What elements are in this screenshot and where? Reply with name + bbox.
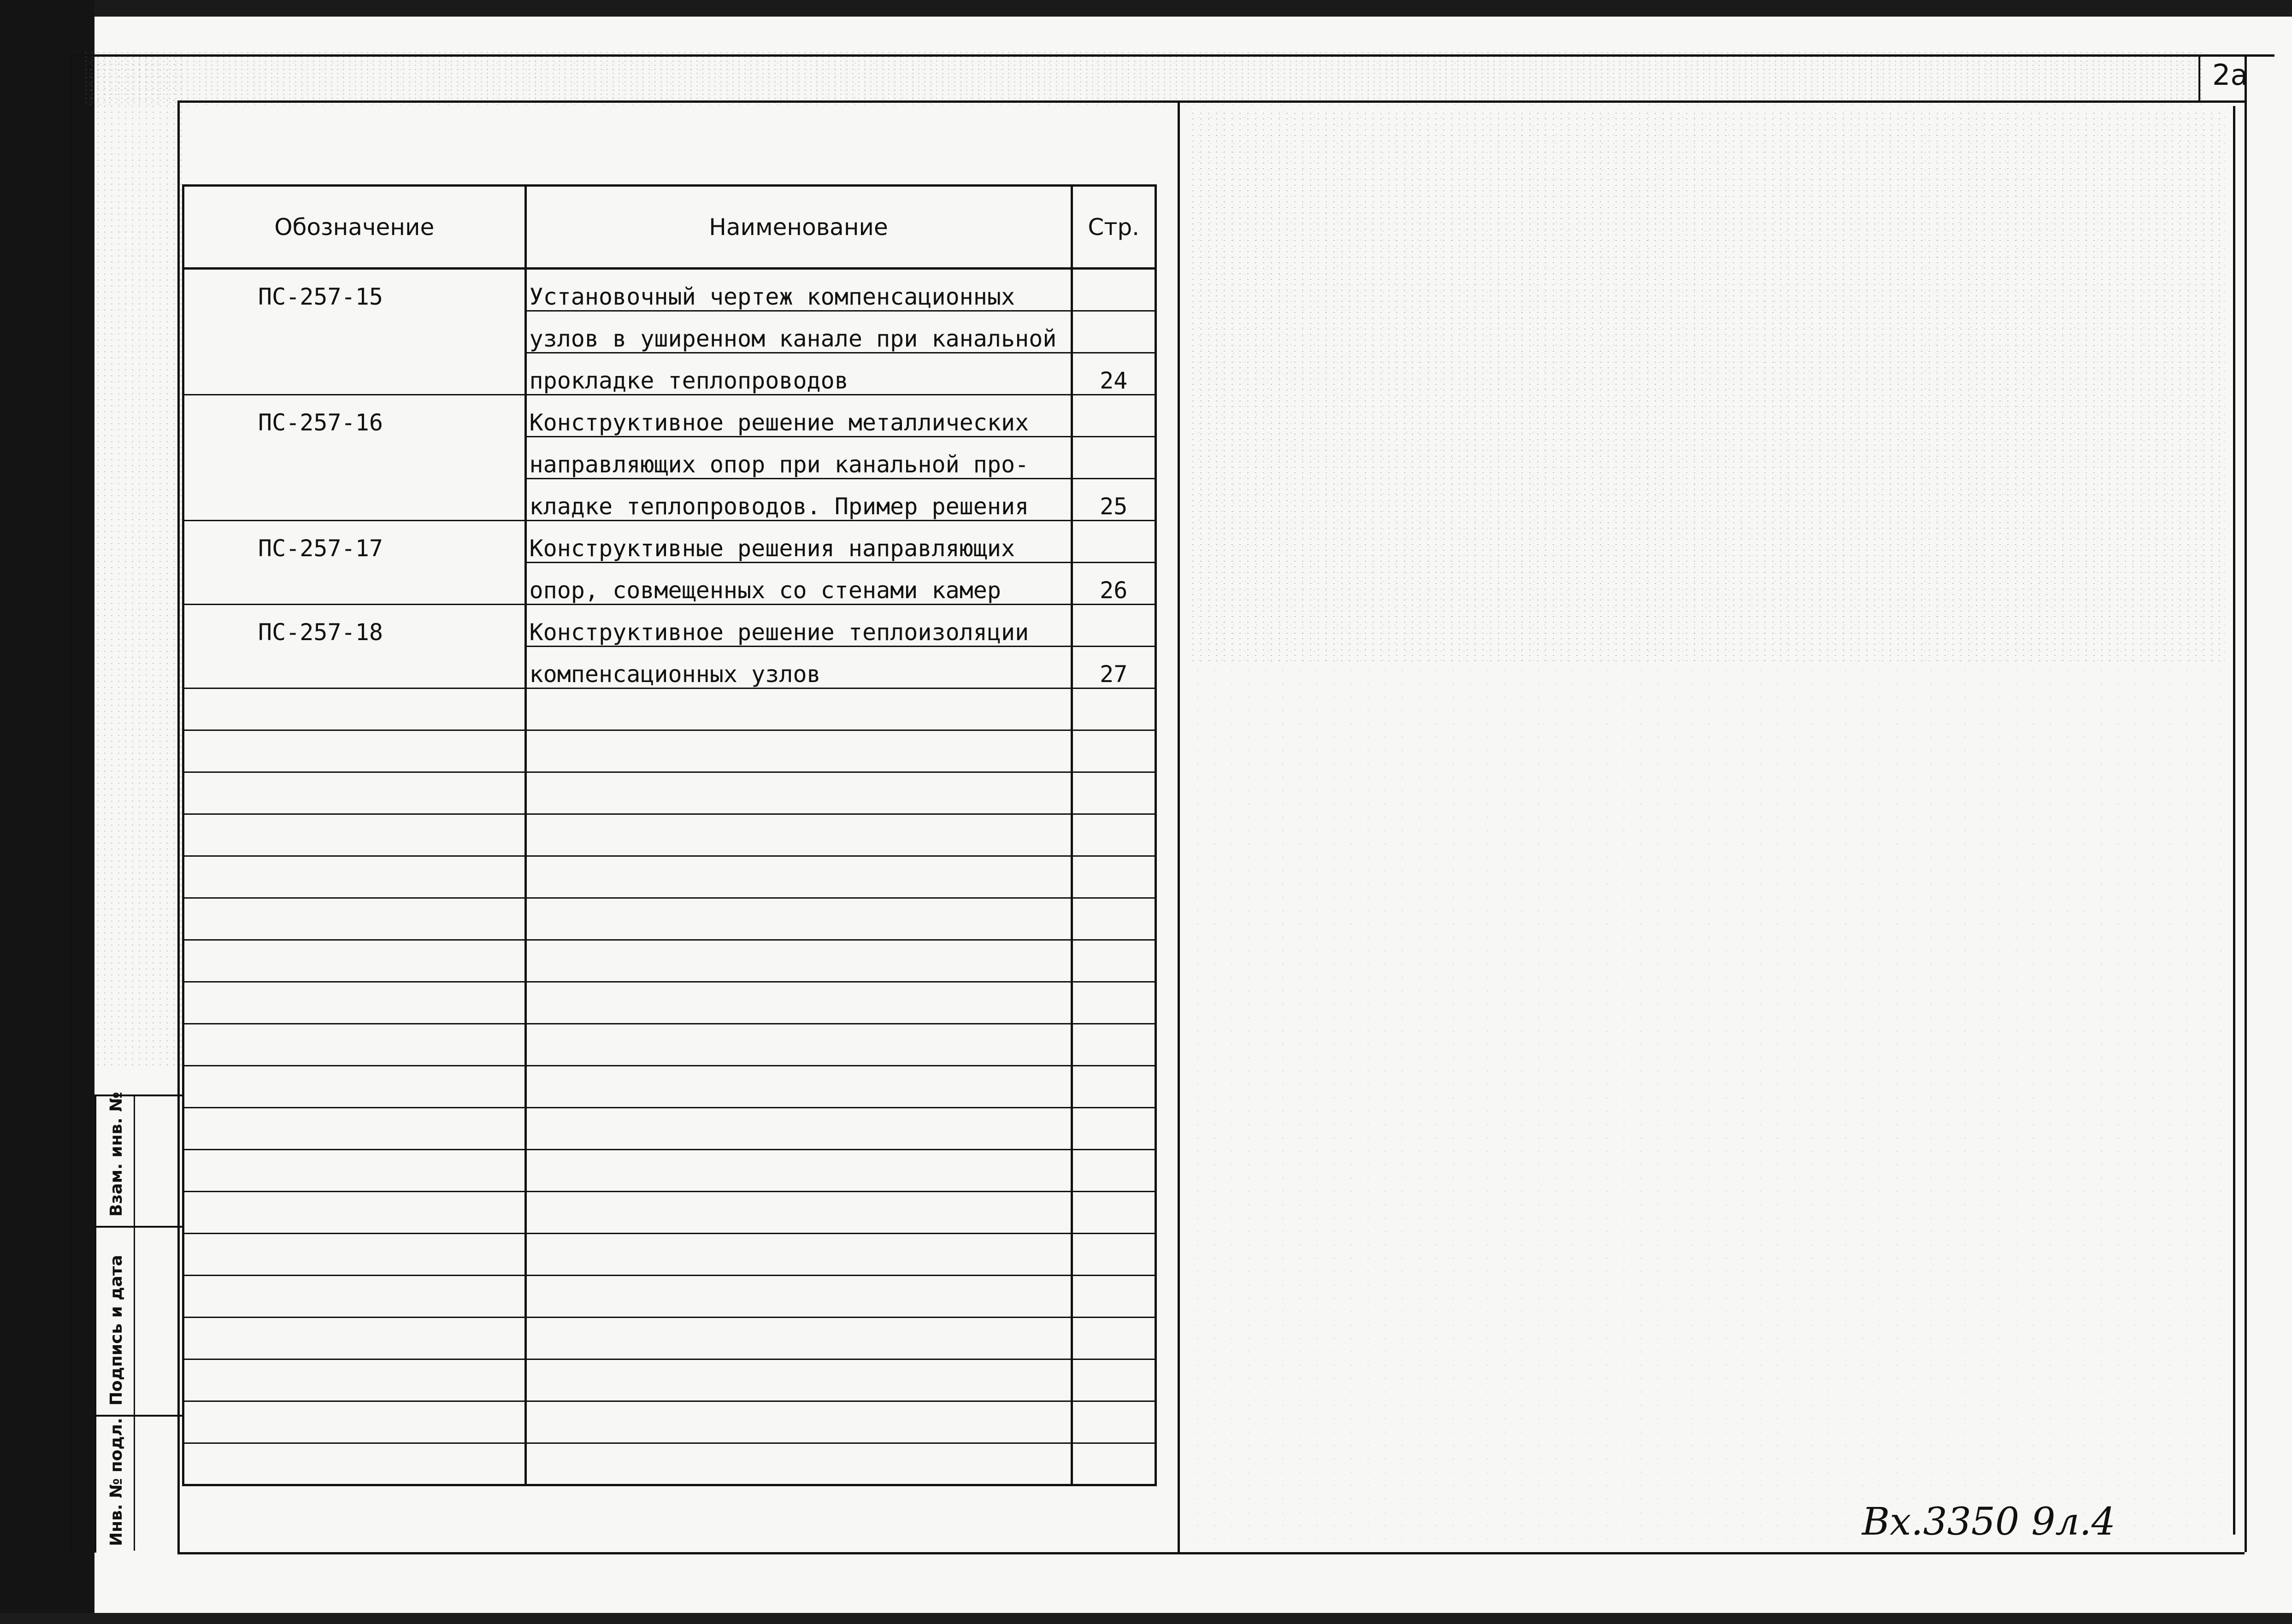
row-name: Конструктивное решение металлических — [525, 395, 1072, 437]
empty-cell — [525, 1443, 1072, 1485]
row-page — [1072, 521, 1155, 563]
empty-cell — [525, 982, 1072, 1024]
row-name: компенсационных узлов — [525, 647, 1072, 688]
empty-cell — [525, 814, 1072, 856]
empty-cell — [525, 1066, 1072, 1108]
row-designation: ПС-257-15 — [258, 283, 383, 310]
empty-cell — [184, 1359, 525, 1401]
row-designation — [184, 563, 525, 605]
row-designation: ПС-257-18 — [184, 605, 525, 647]
empty-table-row — [184, 814, 1155, 856]
empty-cell — [1072, 1276, 1155, 1318]
side-stamp-divider — [134, 1094, 135, 1551]
empty-cell — [1072, 1443, 1155, 1485]
header-page: Стр. — [1072, 187, 1155, 269]
row-name: направляющих опор при канальной про- — [525, 437, 1072, 479]
row-name: Установочный чертеж компенсационных — [525, 269, 1072, 311]
table-row — [184, 605, 1155, 647]
table-header-row — [184, 187, 1155, 269]
table-row — [184, 521, 1155, 563]
scan-top-edge — [0, 0, 2292, 17]
drawing-frame-right — [2245, 54, 2247, 1552]
side-stamp-divider — [94, 1226, 182, 1228]
empty-cell — [525, 1401, 1072, 1443]
empty-cell — [1072, 730, 1155, 772]
row-name: опор, совмещенных со стенами камер — [525, 563, 1072, 605]
empty-table-row — [184, 1234, 1155, 1276]
row-designation — [184, 353, 525, 395]
empty-table-row — [184, 1401, 1155, 1443]
row-page — [1072, 269, 1155, 311]
scan-bottom-edge — [0, 1613, 2292, 1624]
row-name: Конструктивное решение теплоизоляции — [525, 605, 1072, 647]
table-row — [184, 563, 1155, 605]
empty-cell — [525, 1108, 1072, 1150]
empty-cell — [1072, 1318, 1155, 1359]
empty-table-row — [184, 688, 1155, 730]
empty-cell — [184, 814, 525, 856]
empty-table-row — [184, 1192, 1155, 1234]
row-page — [1072, 605, 1155, 647]
empty-cell — [1072, 1234, 1155, 1276]
table-row — [184, 269, 1155, 311]
empty-table-row — [184, 1276, 1155, 1318]
empty-table-row — [184, 1024, 1155, 1066]
empty-table-row — [184, 1359, 1155, 1401]
empty-table-row — [184, 730, 1155, 772]
empty-table-row — [184, 982, 1155, 1024]
empty-table-row — [184, 940, 1155, 982]
row-name: узлов в уширенном канале при канальной — [525, 311, 1072, 353]
empty-cell — [525, 1359, 1072, 1401]
row-page: 27 — [1072, 647, 1155, 688]
empty-cell — [1072, 772, 1155, 814]
page-divider — [1178, 100, 1180, 1552]
table-row — [184, 647, 1155, 688]
empty-cell — [1072, 898, 1155, 940]
table-row — [184, 311, 1155, 353]
empty-table-row — [184, 772, 1155, 814]
empty-cell — [525, 1192, 1072, 1234]
right-border — [2233, 106, 2235, 1535]
empty-cell — [184, 1150, 525, 1192]
sheet-number: 2а — [2212, 58, 2248, 92]
empty-cell — [525, 898, 1072, 940]
empty-cell — [1072, 1108, 1155, 1150]
row-name: Конструктивные решения направляющих — [525, 521, 1072, 563]
empty-cell — [184, 940, 525, 982]
empty-cell — [525, 688, 1072, 730]
table-row — [184, 395, 1155, 437]
empty-cell — [1072, 814, 1155, 856]
empty-table-row — [184, 1318, 1155, 1359]
empty-cell — [184, 1401, 525, 1443]
empty-cell — [184, 1234, 525, 1276]
empty-cell — [184, 1276, 525, 1318]
row-page: 25 — [1072, 479, 1155, 521]
row-page: 24 — [1072, 353, 1155, 395]
empty-cell — [1072, 1024, 1155, 1066]
empty-table-row — [184, 1150, 1155, 1192]
empty-cell — [184, 982, 525, 1024]
empty-cell — [184, 1192, 525, 1234]
empty-cell — [525, 772, 1072, 814]
row-designation — [184, 311, 525, 353]
empty-table-row — [184, 1443, 1155, 1485]
empty-cell — [1072, 940, 1155, 982]
empty-cell — [525, 940, 1072, 982]
empty-cell — [525, 1234, 1072, 1276]
header-name: Наименование — [525, 187, 1072, 269]
empty-cell — [1072, 856, 1155, 898]
empty-cell — [525, 730, 1072, 772]
row-designation — [184, 437, 525, 479]
empty-cell — [184, 1024, 525, 1066]
table-row — [184, 437, 1155, 479]
empty-cell — [525, 856, 1072, 898]
empty-cell — [184, 1318, 525, 1359]
row-designation — [184, 647, 525, 688]
empty-cell — [525, 1150, 1072, 1192]
row-designation: ПС-257-17 — [184, 521, 525, 563]
empty-cell — [184, 688, 525, 730]
empty-cell — [184, 898, 525, 940]
empty-cell — [184, 1108, 525, 1150]
archive-handwritten-mark: Вх.3350 9л.4 — [1862, 1500, 2115, 1544]
row-page — [1072, 437, 1155, 479]
row-name: прокладке теплопроводов — [525, 353, 1072, 395]
empty-cell — [184, 1443, 525, 1485]
table-row — [184, 353, 1155, 395]
empty-cell — [1072, 982, 1155, 1024]
empty-table-row — [184, 1066, 1155, 1108]
empty-table-row — [184, 898, 1155, 940]
empty-cell — [184, 856, 525, 898]
empty-cell — [184, 1066, 525, 1108]
header-designation: Обозначение — [184, 187, 525, 269]
document-list-table — [182, 184, 1157, 1486]
empty-cell — [1072, 1066, 1155, 1108]
row-designation: ПС-257-16 — [184, 395, 525, 437]
empty-cell — [1072, 1401, 1155, 1443]
empty-table-row — [184, 856, 1155, 898]
row-page — [1072, 395, 1155, 437]
empty-cell — [1072, 1150, 1155, 1192]
empty-cell — [525, 1318, 1072, 1359]
empty-cell — [1072, 1192, 1155, 1234]
empty-cell — [1072, 1359, 1155, 1401]
table-row — [184, 479, 1155, 521]
empty-cell — [184, 772, 525, 814]
empty-cell — [184, 730, 525, 772]
empty-cell — [525, 1276, 1072, 1318]
row-page: 26 — [1072, 563, 1155, 605]
side-stamp-divider — [94, 1415, 182, 1417]
row-designation — [184, 479, 525, 521]
empty-cell — [525, 1024, 1072, 1066]
row-name: кладке теплопроводов. Пример решения — [525, 479, 1072, 521]
row-page — [1072, 311, 1155, 353]
empty-cell — [1072, 688, 1155, 730]
empty-table-row — [184, 1108, 1155, 1150]
